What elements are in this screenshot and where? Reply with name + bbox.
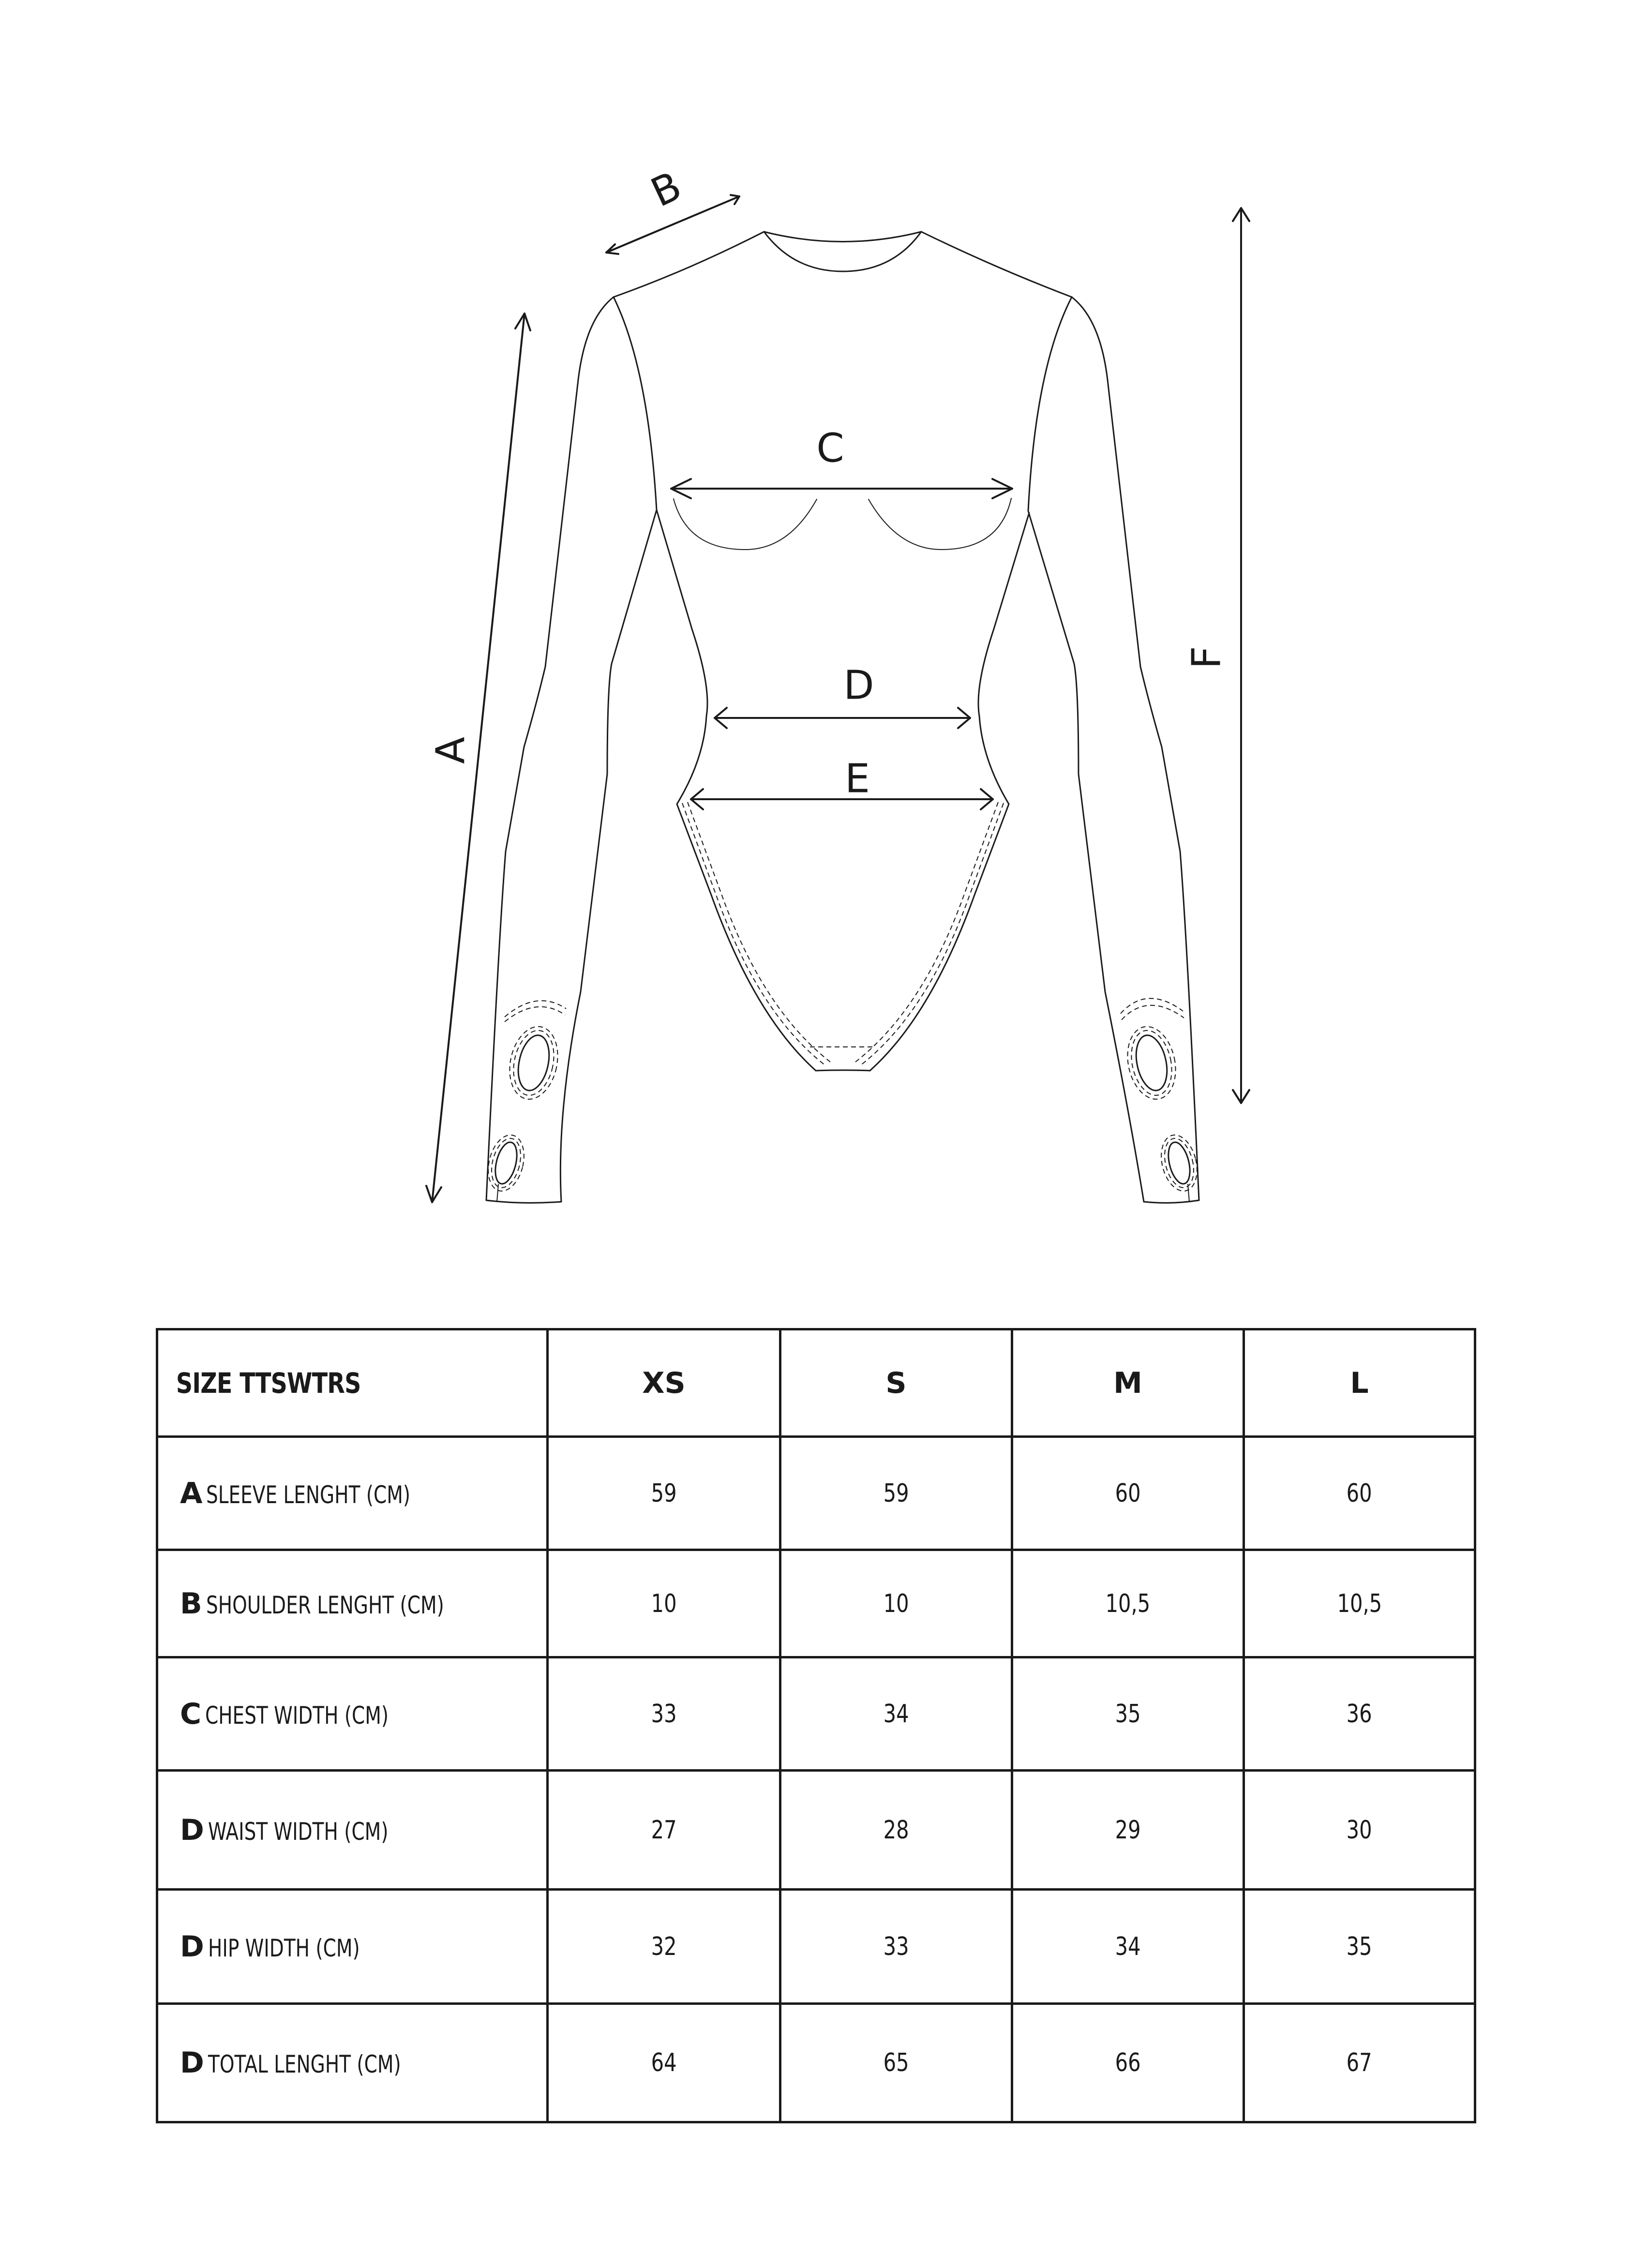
right-cuff-stitch-1 [1121,999,1183,1014]
left-armhole-seam [614,297,657,510]
left-cuff-stitch-1 [505,1001,566,1017]
left-shoulder-seam [614,232,764,297]
left-leg-stitch-1 [682,803,824,1064]
table-row [157,1890,1475,2004]
right-shoulder-seam [921,232,1072,297]
table-row [157,1771,1475,1890]
right-sleeve-outer-edge [1072,297,1199,1200]
cell-m: 29 [1012,1771,1244,1890]
left-thumbhole-large-stitch-2 [503,1022,564,1104]
right-bust-curve [869,498,1011,550]
right-cuff-stitch-2 [1122,1005,1184,1020]
cell-l: 30 [1244,1771,1475,1890]
left-thumbhole-large-stitch-1 [508,1027,560,1099]
bodysuit-outline [614,232,1072,1071]
row-letter: D [180,1929,204,1964]
cell-xs: 10 [548,1550,780,1657]
label-c: C [816,425,844,472]
right-leg-stitch-2 [855,802,998,1062]
right-cuff-edge [1144,1200,1199,1203]
table-row [157,1657,1475,1771]
measurement-f [1184,208,1250,1103]
size-header-m: M [1012,1329,1244,1437]
cell-l: 67 [1244,2004,1475,2122]
cell-s: 10 [780,1550,1012,1657]
row-label-cell [157,1437,548,1550]
row-label-cell [157,1550,548,1657]
cell-m: 10,5 [1012,1550,1244,1657]
cell-m: 60 [1012,1437,1244,1550]
cell-xs: 32 [548,1890,780,2004]
cell-l: 36 [1244,1657,1475,1771]
cell-xs: 27 [548,1771,780,1890]
label-f: F [1184,646,1230,669]
cell-m: 66 [1012,2004,1244,2122]
measurement-a [426,313,530,1202]
left-cuff-edge [486,1200,561,1203]
left-thumbhole-small [492,1140,521,1186]
cell-xs: 33 [548,1657,780,1771]
left-body-side [657,510,816,1071]
row-letter: A [180,1476,203,1510]
cell-s: 33 [780,1890,1012,2004]
right-body-side [870,513,1029,1071]
right-sleeve-inner-edge [1028,511,1144,1202]
row-name: WAIST WIDTH (CM) [208,1817,389,1846]
measurement-d [715,663,970,729]
label-a: A [428,736,474,764]
measurement-e [691,756,993,810]
row-name: CHEST WIDTH (CM) [205,1701,389,1730]
row-letter: C [180,1697,202,1731]
cell-s: 34 [780,1657,1012,1771]
cell-m: 34 [1012,1890,1244,2004]
row-name: SHOULDER LENGHT (CM) [206,1591,444,1619]
label-d: D [843,662,874,709]
right-leg-stitch-1 [862,803,1004,1064]
row-letter: B [180,1586,202,1621]
label-b: B [644,163,689,216]
row-label-cell [157,2004,548,2122]
left-leg-stitch-2 [688,802,830,1062]
crotch-edge [816,1070,870,1071]
row-name: TOTAL LENGHT (CM) [208,2050,401,2078]
cell-l: 60 [1244,1437,1475,1550]
left-cuff-stitch-2 [505,1007,565,1022]
left-sleeve-inner-edge [560,510,657,1202]
right-cuff-slit [1188,1184,1189,1202]
measurement-c [671,426,1012,499]
table-row [157,2004,1475,2122]
right-thumbhole-large [1132,1032,1172,1093]
cell-xs: 59 [548,1437,780,1550]
cell-xs: 64 [548,2004,780,2122]
left-sleeve-outer-edge [486,297,614,1200]
row-name: SLEEVE LENGHT (CM) [206,1480,411,1509]
measurement-b [606,163,739,254]
right-armhole-seam [1028,297,1072,511]
row-name: HIP WIDTH (CM) [208,1934,360,1962]
left-thumbhole-large [514,1032,554,1093]
cell-s: 59 [780,1437,1012,1550]
row-label-cell [157,1657,548,1771]
size-chart-table [156,1328,1476,2123]
size-header-xs: XS [548,1329,780,1437]
label-e: E [845,756,870,802]
table-row [157,1550,1475,1657]
back-neckline [764,232,921,242]
cell-s: 28 [780,1771,1012,1890]
table-title: SIZE TTSWTRS [176,1366,361,1400]
cell-l: 10,5 [1244,1550,1475,1657]
right-thumbhole-large-stitch-2 [1121,1022,1182,1104]
table-row [157,1437,1475,1550]
size-header-s: S [780,1329,1012,1437]
left-sleeve [483,297,657,1203]
front-neckline [764,232,921,271]
right-thumbhole-large-stitch-1 [1126,1027,1178,1099]
row-label-cell [157,1771,548,1890]
cell-m: 35 [1012,1657,1244,1771]
right-sleeve [1028,297,1202,1203]
row-letter: D [180,1813,204,1847]
row-label-cell [157,1890,548,2004]
row-letter: D [180,2046,204,2080]
right-thumbhole-small-stitch-2 [1156,1131,1202,1194]
table-title-cell [157,1329,548,1437]
cell-l: 35 [1244,1890,1475,2004]
size-header-l: L [1244,1329,1475,1437]
cell-s: 65 [780,2004,1012,2122]
left-bust-curve [674,499,817,550]
right-thumbhole-small [1165,1140,1194,1186]
table-header-row [157,1329,1475,1437]
